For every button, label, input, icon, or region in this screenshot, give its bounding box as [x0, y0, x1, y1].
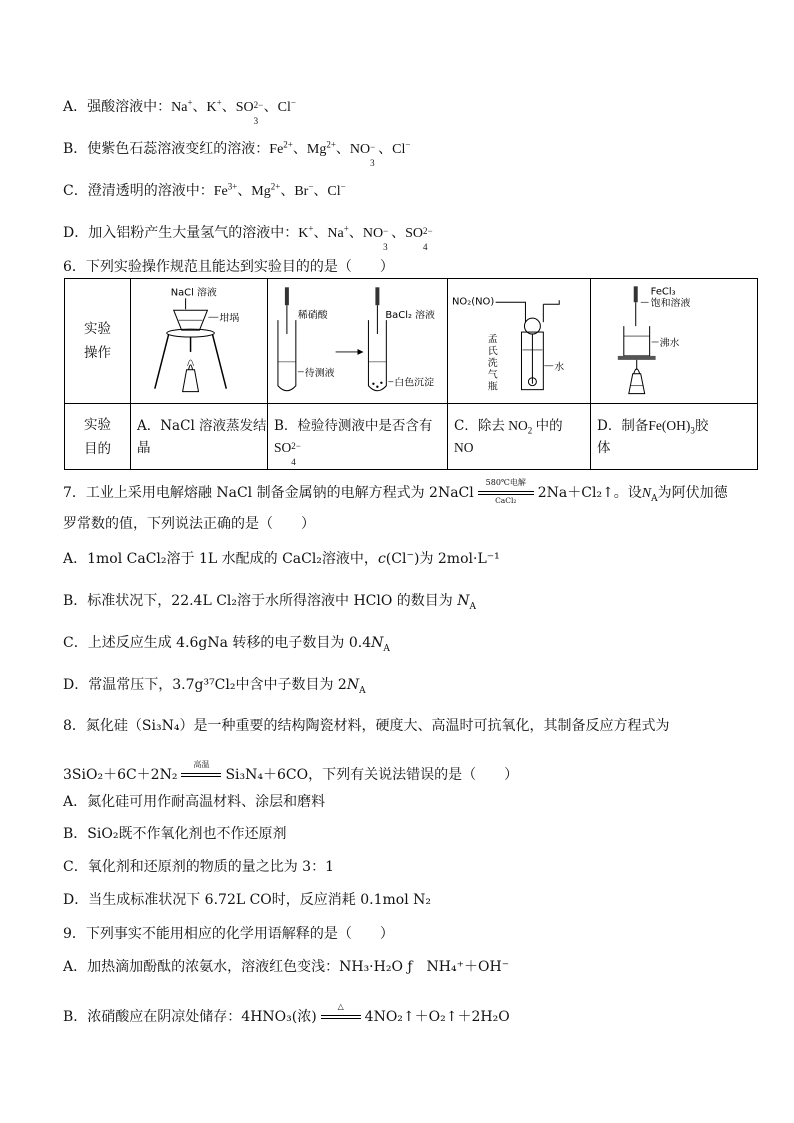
colloid-preparation-image [591, 282, 757, 400]
q8-equation: 3SiO₂＋6C＋2N₂ 高温 Si₃N₄＋6CO，下列有关说法错误的是（ ） [63, 762, 518, 788]
q7-option-a: A．1mol CaCl₂溶于 1L 水配成的 CaCl₂溶液中，c(Cl−)为 2mol·L⁻¹ [63, 550, 500, 567]
reaction-condition: $\frac{\text{580℃电解}}{\text{CaCl₂}}$ [474, 480, 538, 506]
experiment-table [64, 278, 758, 470]
fig-c-label-2: 氏 [487, 345, 498, 357]
q7-option-b: B．标准状况下，22.4L Cl₂溶于水所得溶液中 HClO 的数目为 $N_A$ [63, 593, 476, 612]
fig-b-label-bacl2: BaCl₂ 溶液 [385, 310, 435, 322]
fig-b-label-hno3: 稀硝酸 [297, 310, 328, 322]
caption-c: C．除去 $NO_2$ 中的 NO [448, 404, 591, 470]
fig-a-label-nacl: NaCl 溶液 [170, 287, 217, 299]
q6-title: 6．下列实验操作规范且能达到实验目的的是（ ） [63, 259, 394, 275]
q7-option-d: D．常温常压下，3.7g³⁷Cl₂中含中子数目为 $2N_A$ [63, 677, 366, 696]
row-head-operation: 实验操作 [65, 279, 131, 404]
fig-a-label-crucible: 坩埚 [219, 313, 240, 325]
q8-option-b: B．SiO₂既不作氧化剂也不作还原剂 [63, 826, 287, 842]
fig-b-label-sample: 待测液 [304, 367, 335, 379]
fig-c-label-water: 水 [554, 361, 565, 373]
figure-b [268, 279, 448, 404]
gas-washing-bottle-image [448, 282, 590, 400]
q7-stem-cont: 罗常数的值，下列说法正确的是（ ） [63, 516, 315, 532]
q8-option-a: A．氮化硅可用作耐高温材料、涂层和磨料 [63, 794, 326, 810]
q9-option-a: A．加热滴加酚酞的浓氨水，溶液红色变浅：NH₃·H₂O ƒ NH₄⁺＋OH⁻ [63, 959, 510, 975]
fig-c-label-1: 孟 [487, 333, 498, 345]
fig-c-label-gas: NO₂(NO) [451, 296, 495, 308]
q8-stem: 8．氮化硅（Si₃N₄）是一种重要的结构陶瓷材料，硬度大、高温时可抗氧化，其制备反应方程式为 [63, 718, 670, 734]
q8-condition: 高温 [177, 762, 225, 788]
q9-stem: 9．下列事实不能用相应的化学用语解释的是（ ） [63, 926, 394, 942]
q9-condition: △ [317, 1004, 365, 1030]
fig-d-label-fecl3: FeCl₃ [650, 286, 676, 298]
q5-option-a: A．强酸溶液中：Na+、K+、SO 2− 3 、Cl− [63, 97, 296, 126]
fig-c-label-3: 洗 [487, 357, 498, 369]
fig-d-label-saturated: 饱和溶液 [650, 298, 691, 310]
precipitation-test-image [268, 282, 447, 400]
figure-a [131, 279, 268, 404]
q9-option-b: B．浓硝酸应在阴凉处储存：4HNO₃(浓) △ 4NO₂↑＋O₂↑＋2H₂O [63, 1004, 510, 1030]
q7-stem: 7．工业上采用电解熔融 NaCl 制备金属钠的电解方程式为 2NaCl $\frac{\text{580℃电解}}{\text{CaCl₂}}$ 2Na＋Cl₂↑。设$N_A$为阿伏加德 [63, 478, 728, 505]
figure-d [591, 279, 758, 404]
figure-c [448, 279, 591, 404]
fig-d-label-boiling: 沸水 [659, 337, 680, 349]
fig-b-label-precipitate: 白色沉淀 [394, 377, 435, 389]
fig-c-label-5: 瓶 [487, 381, 498, 393]
caption-d: D．制备$Fe(OH)_3$胶 体 [591, 404, 758, 470]
q5-option-d: D．加入铝粉产生大量氢气的溶液中：K+、Na+、NO − 3 、SO 2− 4 [63, 223, 433, 252]
evaporation-apparatus-image [131, 282, 267, 400]
caption-a: A．NaCl 溶液蒸发结晶 [131, 404, 268, 470]
q8-option-d: D．当生成标准状况下 6.72L CO时，反应消耗 0.1mol N₂ [63, 892, 431, 908]
fig-c-label-4: 气 [487, 369, 498, 381]
q5-option-c: C．澄清透明的溶液中：$Fe^{3+}$、$Mg^{2+}$、Br−、Cl− [63, 181, 346, 199]
row-head-purpose: 实验目的 [65, 404, 131, 470]
q7-option-c: C．上述反应生成 4.6gNa 转移的电子数目为 $0.4N_A$ [63, 635, 390, 654]
q8-option-c: C．氧化剂和还原剂的物质的量之比为 3：1 [63, 859, 334, 875]
q5-option-b: B．使紫色石蕊溶液变红的溶液：$Fe^{2+}$、$Mg^{2+}$、NO − 3 、Cl− [63, 139, 411, 168]
caption-b: B．检验待测液中是否含有 SO 2− 4 [268, 404, 448, 470]
